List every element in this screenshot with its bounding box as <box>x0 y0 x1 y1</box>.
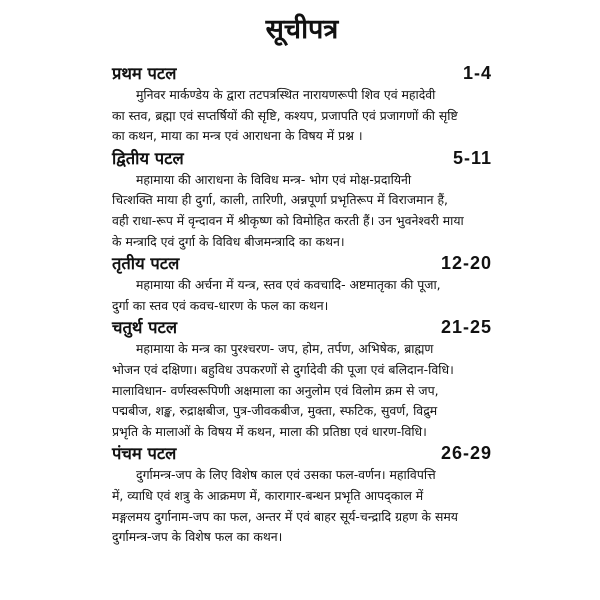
chapter-title: पंचम पटल <box>112 444 177 464</box>
summary-line: महामाया की आराधना के विविध मन्त्र- भोग एवं मोक्ष-प्रदायिनी <box>136 171 412 187</box>
chapter-heading-row <box>112 316 492 339</box>
summary-line: वही राधा-रूप में वृन्दावन में श्रीकृष्ण को विमोहित करती हैं। उन भुवनेश्वरी माया <box>112 212 464 228</box>
summary-line: भोजन एवं दक्षिणा। बहुविध उपकरणों से दुर्गादेवी की पूजा एवं बलिदान-विधि। <box>112 361 454 377</box>
summary-line: में, व्याधि एवं शत्रु के आक्रमण में, कारागार-बन्धन प्रभृति आपद्काल में <box>112 487 424 503</box>
summary-line: मालाविधान- वर्णस्वरूपिणी अक्षमाला का अनुलोम एवं विलोम क्रम से जप, <box>112 382 439 398</box>
chapter-summary <box>112 465 492 547</box>
chapter-page-range: 5-11 <box>452 147 492 168</box>
chapter-title: प्रथम पटल <box>112 64 177 83</box>
summary-line: पद्मबीज, शङ्ख, रुद्राक्षबीज, पुत्र-जीवकबीज, मुक्ता, स्फटिक, सुवर्ण, विद्रुम <box>112 403 438 419</box>
chapter-summary <box>112 85 492 147</box>
summary-line: चित्शक्ति माया ही दुर्गा, काली, तारिणी, अन्नपूर्णा प्रभृतिरूप में विराजमान हैं, <box>112 192 448 208</box>
chapter-heading-row <box>112 147 492 170</box>
chapter-3 <box>112 252 492 316</box>
chapter-4 <box>112 316 492 442</box>
summary-line: का कथन, माया का मन्त्र एवं आराधना के विषय में प्रश्न । <box>112 128 363 144</box>
chapter-2 <box>112 147 492 252</box>
chapter-5 <box>112 442 492 547</box>
summary-line: के मन्त्रादि एवं दुर्गा के विविध बीजमन्त्रादि का कथन। <box>112 233 345 249</box>
summary-line: का स्तव, ब्रह्मा एवं सप्तर्षियों की सृष्टि, कश्यप, प्रजापति एवं प्रजागणों की सृष्टि <box>112 107 458 123</box>
chapter-page-range: 1-4 <box>462 63 492 83</box>
chapter-summary <box>112 275 492 316</box>
chapter-title: तृतीय पटल <box>112 254 180 274</box>
chapter-heading-row <box>112 252 492 275</box>
chapter-title: चतुर्थ पटल <box>112 318 178 338</box>
summary-line: मुनिवर मार्कण्डेय के द्वारा तटपत्रस्थित नारायणरूपी शिव एवं महादेवी <box>136 87 436 102</box>
chapter-page-range: 26-29 <box>440 443 492 464</box>
summary-line: दुर्गामन्त्र-जप के लिए विशेष काल एवं उसका फल-वर्णन। महाविपत्ति <box>136 467 436 483</box>
summary-line: दुर्गामन्त्र-जप के विशेष फल का कथन। <box>112 529 283 545</box>
summary-line: प्रभृति के मालाओं के विषय में कथन, माला की प्रतिष्ठा एवं धारण-विधि। <box>112 423 427 439</box>
chapter-1 <box>112 62 492 147</box>
chapter-summary <box>112 170 492 252</box>
chapter-title: द्वितीय पटल <box>112 148 184 168</box>
summary-line: महामाया की अर्चना में यन्त्र, स्तव एवं कवचादि- अष्टमातृका की पूजा, <box>136 277 441 293</box>
summary-line: मङ्गलमय दुर्गानाम-जप का फल, अन्तर में एवं बाहर सूर्य-चन्द्रादि ग्रहण के समय <box>112 508 458 524</box>
chapter-page-range: 12-20 <box>440 253 492 274</box>
summary-line: महामाया के मन्त्र का पुरश्चरण- जप, होम, तर्पण, अभिषेक, ब्राह्मण <box>136 341 434 357</box>
chapter-page-range: 21-25 <box>440 317 492 338</box>
summary-line: दुर्गा का स्तव एवं कवच-धारण के फल का कथन। <box>112 297 329 313</box>
chapter-summary <box>112 339 492 442</box>
chapter-heading-row <box>112 62 492 85</box>
chapter-heading-row <box>112 442 492 465</box>
page-title: सूचीपत्र <box>265 14 339 45</box>
